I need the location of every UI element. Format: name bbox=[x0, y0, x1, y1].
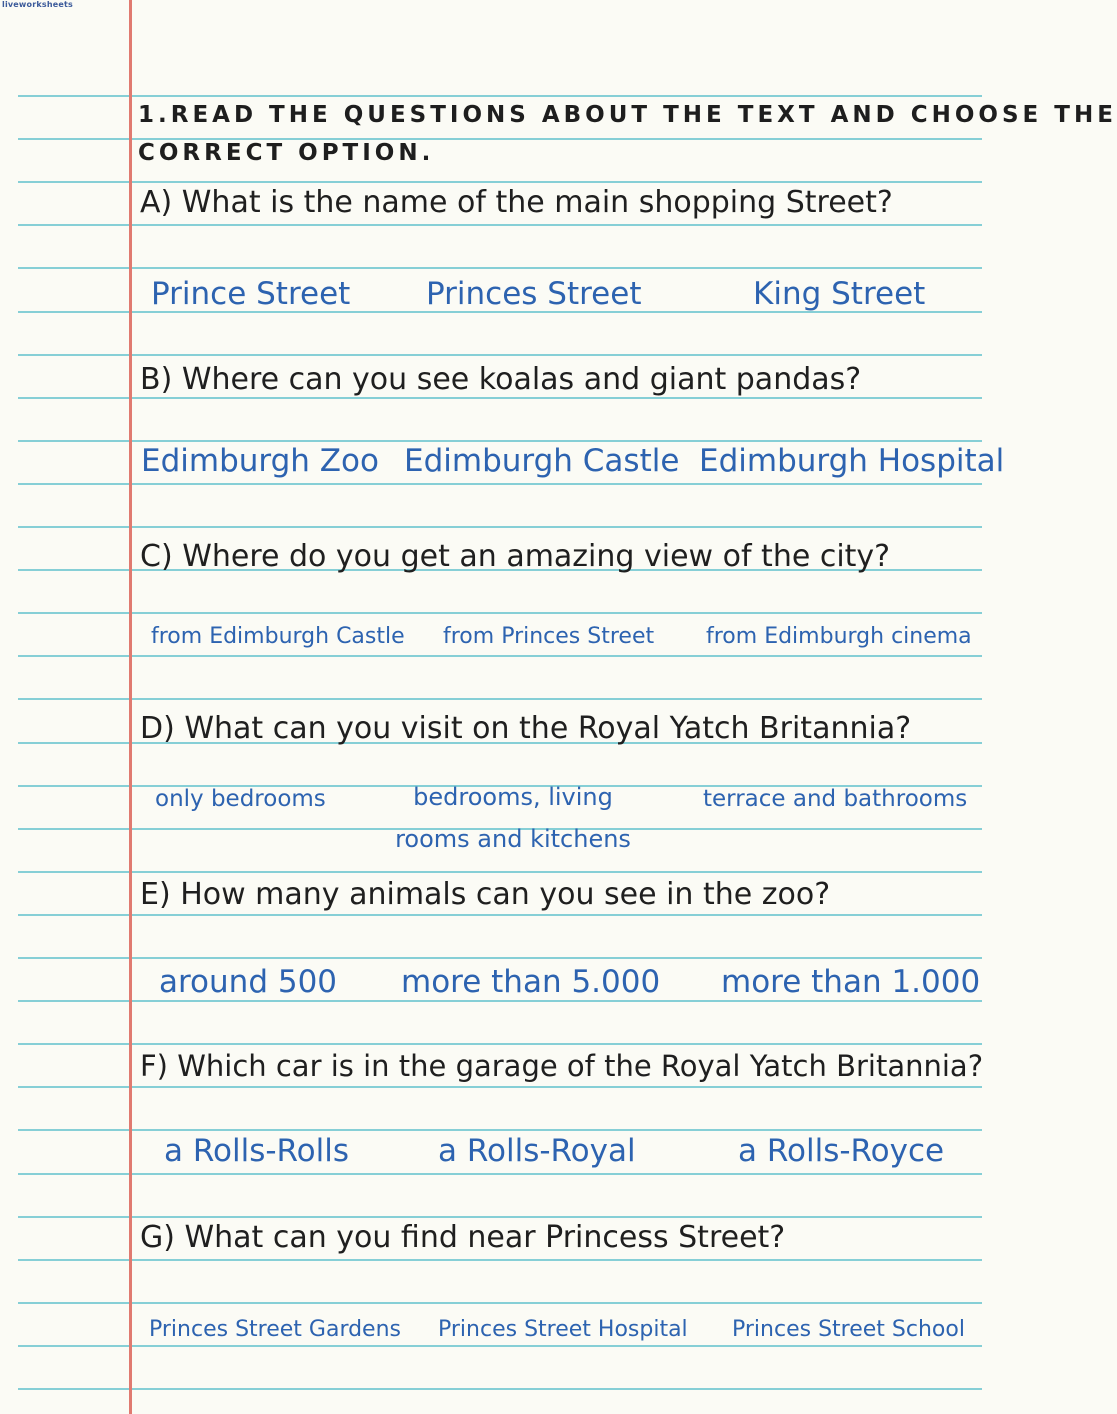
logo: liveworksheets bbox=[2, 0, 73, 9]
ruled-line bbox=[18, 1216, 982, 1218]
ruled-line bbox=[18, 1043, 982, 1045]
instruction-line-1: 1.READ THE QUESTIONS ABOUT THE TEXT AND CHOOSE THE bbox=[138, 102, 1117, 128]
question-d: D) What can you visit on the Royal Yatch Britannia? bbox=[140, 711, 912, 746]
option-e-2[interactable]: more than 5.000 bbox=[401, 964, 661, 1000]
ruled-line bbox=[18, 1388, 982, 1390]
margin-line bbox=[129, 0, 132, 1414]
ruled-line bbox=[18, 914, 982, 916]
option-e-3[interactable]: more than 1.000 bbox=[721, 964, 981, 1000]
option-a-3[interactable]: King Street bbox=[753, 276, 926, 312]
option-d-1[interactable]: only bedrooms bbox=[155, 786, 326, 812]
ruled-line bbox=[18, 1302, 982, 1304]
ruled-line bbox=[18, 440, 982, 442]
ruled-line bbox=[18, 871, 982, 873]
ruled-line bbox=[18, 612, 982, 614]
option-c-2[interactable]: from Princes Street bbox=[443, 624, 655, 649]
option-b-3[interactable]: Edimburgh Hospital bbox=[699, 443, 1005, 479]
ruled-line bbox=[18, 1086, 982, 1088]
question-f: F) Which car is in the garage of the Royal Yatch Britannia? bbox=[140, 1049, 984, 1083]
option-g-2[interactable]: Princes Street Hospital bbox=[438, 1317, 688, 1342]
ruled-line bbox=[18, 267, 982, 269]
ruled-line bbox=[18, 224, 982, 226]
question-g: G) What can you find near Princess Street? bbox=[140, 1220, 786, 1255]
ruled-line bbox=[18, 1259, 982, 1261]
question-c: C) Where do you get an amazing view of the city? bbox=[140, 539, 891, 574]
ruled-line bbox=[18, 397, 982, 399]
option-e-1[interactable]: around 500 bbox=[159, 964, 338, 1000]
question-b: B) Where can you see koalas and giant pandas? bbox=[140, 362, 862, 397]
ruled-line bbox=[18, 95, 982, 97]
option-c-1[interactable]: from Edimburgh Castle bbox=[151, 624, 405, 649]
ruled-line bbox=[18, 698, 982, 700]
option-a-1[interactable]: Prince Street bbox=[151, 276, 351, 312]
option-b-1[interactable]: Edimburgh Zoo bbox=[141, 443, 379, 479]
ruled-line bbox=[18, 483, 982, 485]
option-f-2[interactable]: a Rolls-Royal bbox=[438, 1133, 636, 1169]
option-d-2[interactable]: bedrooms, living rooms and kitchens bbox=[395, 783, 631, 853]
ruled-line bbox=[18, 354, 982, 356]
ruled-line bbox=[18, 526, 982, 528]
ruled-line bbox=[18, 1173, 982, 1175]
option-f-3[interactable]: a Rolls-Royce bbox=[738, 1133, 945, 1169]
ruled-line bbox=[18, 1000, 982, 1002]
option-d-3[interactable]: terrace and bathrooms bbox=[703, 786, 968, 812]
ruled-line bbox=[18, 1345, 982, 1347]
ruled-line bbox=[18, 1129, 982, 1131]
ruled-line bbox=[18, 957, 982, 959]
option-f-1[interactable]: a Rolls-Rolls bbox=[164, 1133, 350, 1169]
option-a-2[interactable]: Princes Street bbox=[426, 276, 642, 312]
option-c-3[interactable]: from Edimburgh cinema bbox=[706, 624, 972, 649]
ruled-line bbox=[18, 181, 982, 183]
question-a: A) What is the name of the main shopping Street? bbox=[140, 185, 893, 220]
option-g-1[interactable]: Princes Street Gardens bbox=[149, 1317, 402, 1342]
ruled-line bbox=[18, 655, 982, 657]
question-e: E) How many animals can you see in the zoo? bbox=[140, 877, 831, 912]
instruction-line-2: CORRECT OPTION. bbox=[138, 140, 435, 166]
option-g-3[interactable]: Princes Street School bbox=[732, 1317, 965, 1342]
option-b-2[interactable]: Edimburgh Castle bbox=[404, 443, 680, 479]
